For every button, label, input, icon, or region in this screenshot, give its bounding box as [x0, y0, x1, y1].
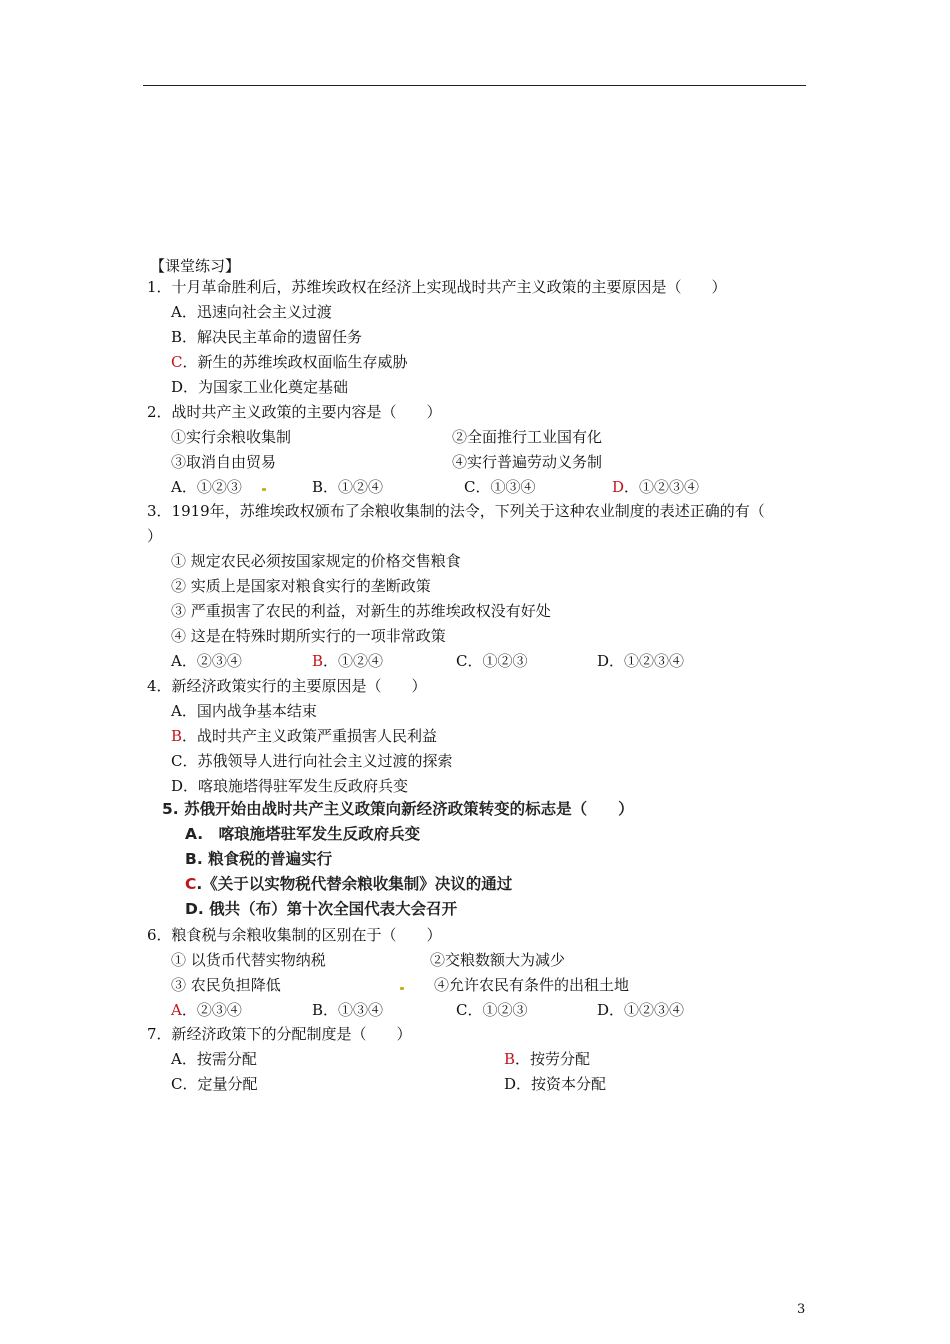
q3-option-c: C．①②③ [456, 652, 528, 670]
q3-stem: 3．1919年，苏维埃政权颁布了余粮收集制的法令，下列关于这种农业制度的表述正确的有（ [147, 502, 765, 520]
q6-option-d: D．①②③④ [597, 1001, 685, 1019]
q5-stem: 5. 苏俄开始由战时共产主义政策向新经济政策转变的标志是（ ） [162, 800, 634, 818]
q5-option-c [185, 874, 512, 894]
q1-option-a: A．迅速向社会主义过渡 [171, 303, 332, 321]
q6-item-2: ②交粮数额大为减少 [430, 951, 566, 969]
q6-answer-letter: A [171, 1001, 182, 1019]
q3-item-4: ④ 这是在特殊时期所实行的一项非常政策 [171, 627, 446, 645]
section-title: 【课堂练习】 [150, 257, 241, 275]
q4-option-b [171, 726, 437, 746]
stray-mark [262, 488, 266, 491]
q5-option-a: A. 喀琅施塔驻军发生反政府兵变 [185, 825, 421, 843]
q2-item-2: ②全面推行工业国有化 [452, 428, 603, 446]
q2-item-1: ①实行余粮收集制 [171, 428, 292, 446]
q6-item-1: ① 以货币代替实物纳税 [171, 951, 326, 969]
q4-option-b-text: ．战时共产主义政策严重损害人民利益 [182, 727, 438, 745]
q3-item-2: ② 实质上是国家对粮食实行的垄断政策 [171, 577, 431, 595]
q7-option-c: C．定量分配 [171, 1075, 258, 1093]
q2-item-4: ④实行普遍劳动义务制 [452, 453, 603, 471]
q6-option-a [171, 1000, 242, 1020]
q4-answer-letter: B [171, 727, 183, 745]
q2-option-d-text: ．①②③④ [624, 478, 700, 496]
q4-option-d: D．喀琅施塔得驻军发生反政府兵变 [171, 777, 409, 795]
q6-option-c: C．①②③ [456, 1001, 528, 1019]
q5-option-d: D. 俄共（布）第十次全国代表大会召开 [185, 900, 458, 918]
q2-item-3: ③取消自由贸易 [171, 453, 277, 471]
q2-option-b: B．①②④ [312, 478, 384, 496]
q6-option-a-text: ．②③④ [181, 1001, 242, 1019]
q5-option-b: B. 粮食税的普遍实行 [185, 850, 333, 868]
q3-answer-letter: B [312, 652, 324, 670]
q2-option-a: A．①②③ [171, 478, 242, 496]
q1-option-c-text: ．新生的苏维埃政权面临生存威胁 [182, 353, 408, 371]
q7-option-a: A．按需分配 [171, 1050, 257, 1068]
q7-option-d: D．按资本分配 [504, 1075, 607, 1093]
header-rule [143, 85, 806, 86]
q5-answer-letter: C [185, 875, 197, 893]
q3-stem-cont: ） [147, 527, 163, 545]
q2-option-c: C．①③④ [464, 478, 536, 496]
q4-stem: 4．新经济政策实行的主要原因是（ ） [147, 677, 427, 695]
q1-option-c [171, 352, 408, 372]
q6-option-b: B．①③④ [312, 1001, 384, 1019]
q3-option-b-text: ．①②④ [323, 652, 384, 670]
q3-option-a: A．②③④ [171, 652, 242, 670]
q1-option-b: B．解决民主革命的遗留任务 [171, 328, 363, 346]
q4-option-c: C．苏俄领导人进行向社会主义过渡的探索 [171, 752, 453, 770]
q2-option-d [612, 477, 699, 497]
q7-stem: 7．新经济政策下的分配制度是（ ） [147, 1025, 412, 1043]
q2-answer-letter: D [612, 478, 625, 496]
q1-option-d: D．为国家工业化奠定基础 [171, 378, 349, 396]
stray-mark [400, 987, 404, 990]
q3-item-3: ③ 严重损害了农民的利益，对新生的苏维埃政权没有好处 [171, 602, 551, 620]
q3-option-d: D．①②③④ [597, 652, 685, 670]
q6-item-3: ③ 农民负担降低 [171, 976, 281, 994]
q3-option-b [312, 651, 383, 671]
q5-option-c-text: .《关于以实物税代替余粮收集制》决议的通过 [196, 875, 513, 893]
page-number: 3 [797, 1302, 806, 1317]
q1-stem: 1．十月革命胜利后，苏维埃政权在经济上实现战时共产主义政策的主要原因是（ ） [147, 278, 727, 296]
q1-answer-letter: C [171, 353, 183, 371]
q6-stem: 6．粮食税与余粮收集制的区别在于（ ） [147, 926, 442, 944]
q2-stem: 2．战时共产主义政策的主要内容是（ ） [147, 403, 442, 421]
q7-answer-letter: B [504, 1050, 516, 1068]
q4-option-a: A．国内战争基本结束 [171, 702, 317, 720]
q7-option-b-text: ．按劳分配 [515, 1050, 591, 1068]
q6-item-4: ④允许农民有条件的出租土地 [434, 976, 630, 994]
q3-item-1: ① 规定农民必须按国家规定的价格交售粮食 [171, 552, 461, 570]
q7-option-b [504, 1049, 590, 1069]
